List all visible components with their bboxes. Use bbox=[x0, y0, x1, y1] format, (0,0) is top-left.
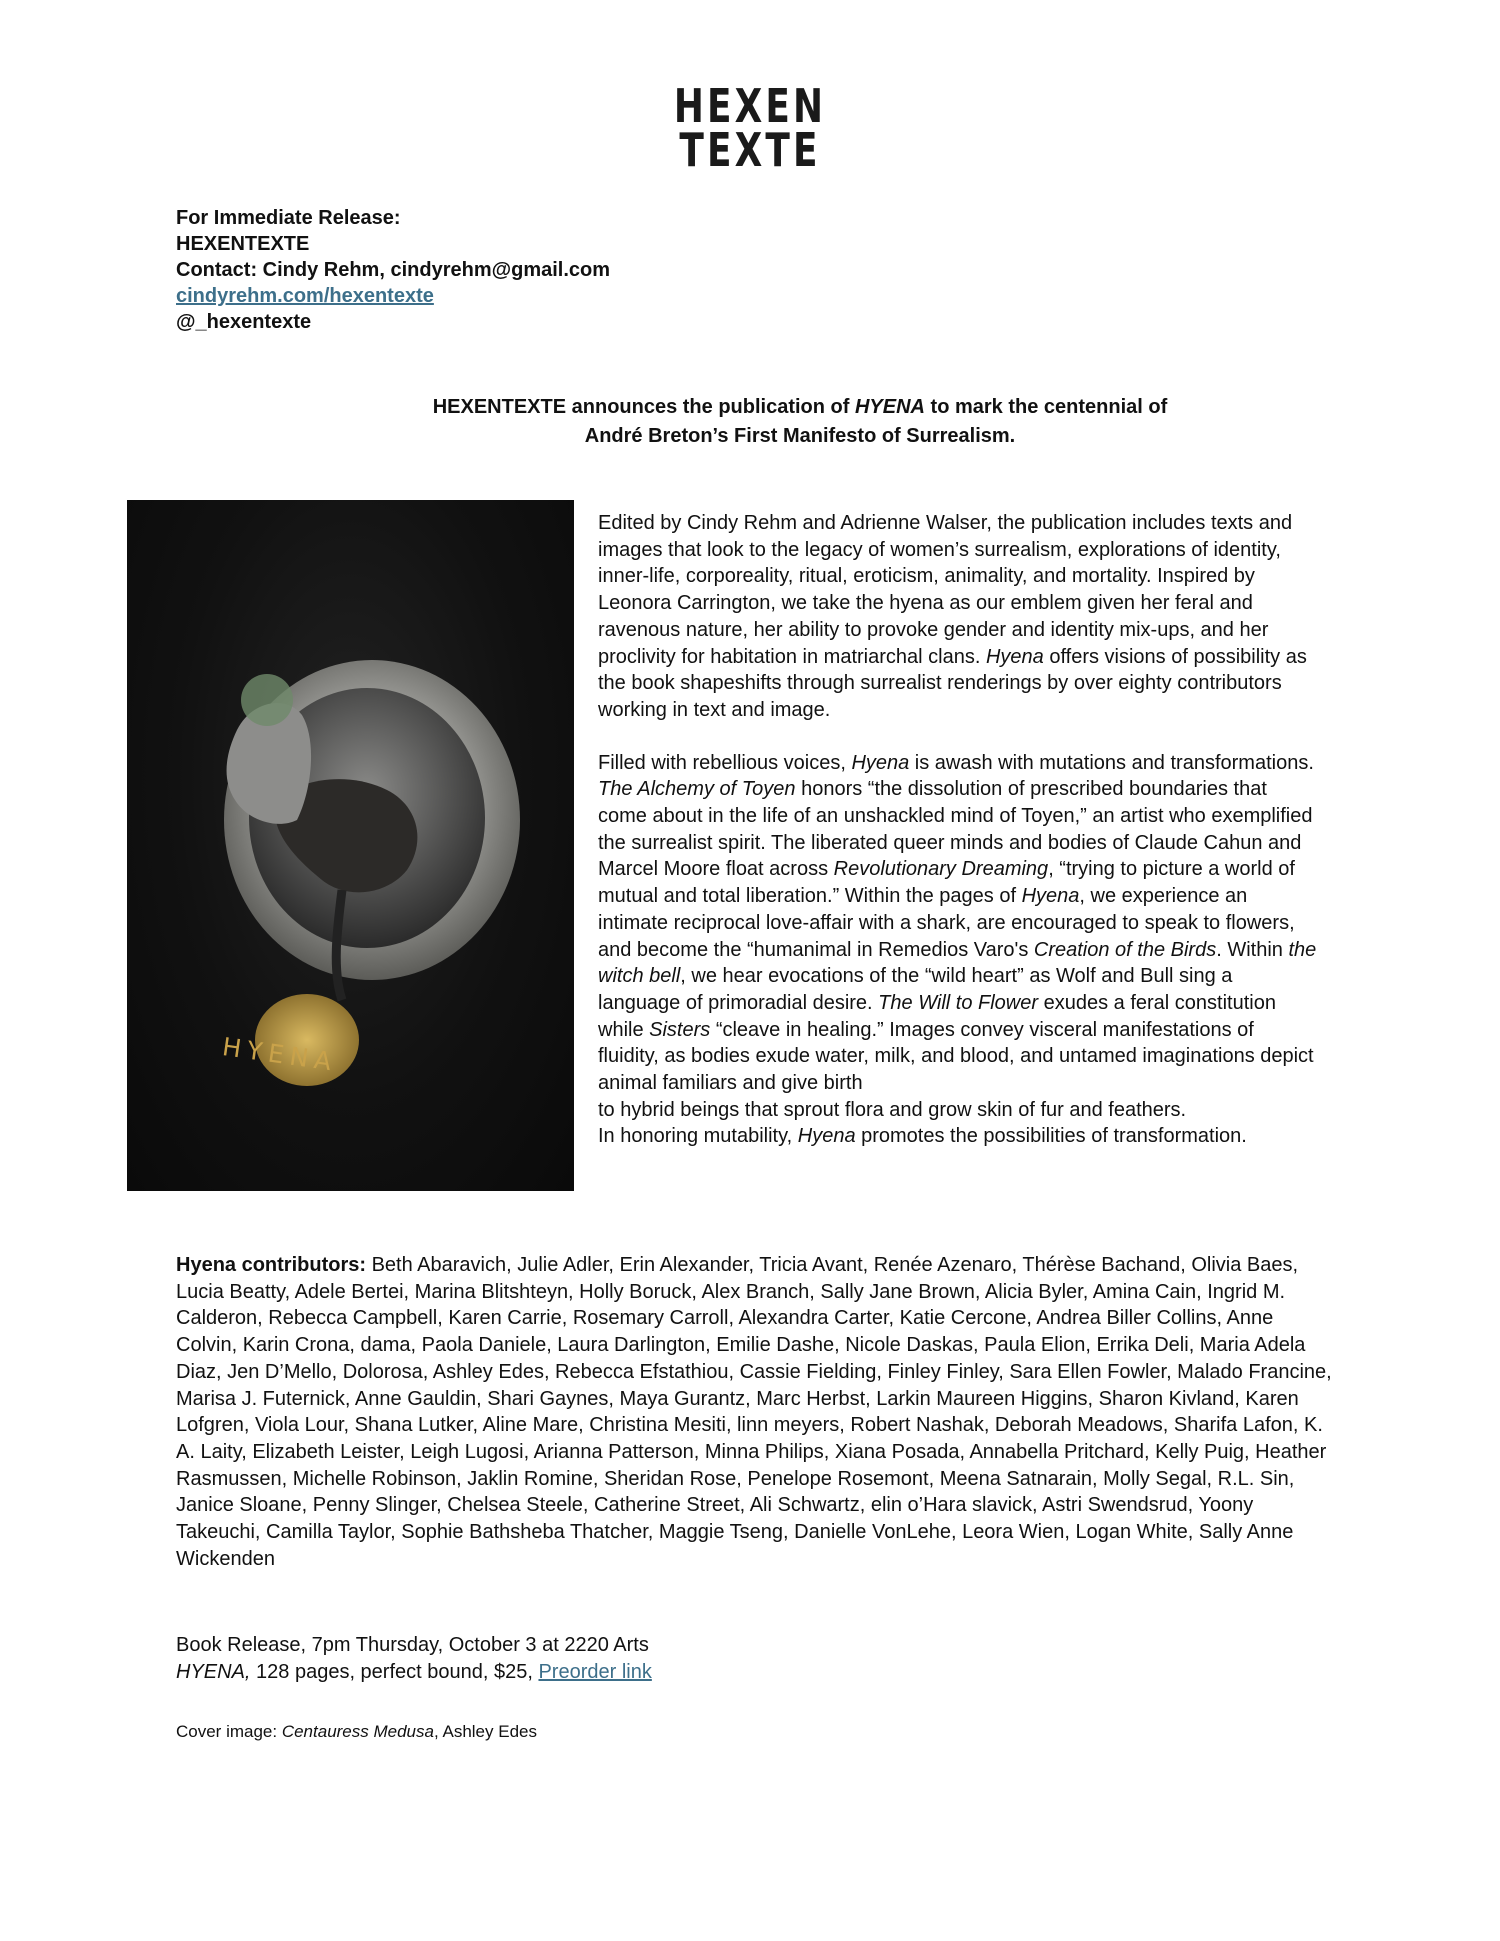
cover-illustration bbox=[127, 500, 574, 1191]
credit-work: Centauress Medusa bbox=[281, 1722, 434, 1741]
website-link[interactable]: cindyrehm.com/hexentexte bbox=[176, 285, 434, 307]
release-details bbox=[176, 1659, 652, 1686]
headline-line-2: André Breton’s First Manifesto of Surrealism. bbox=[584, 425, 1016, 447]
social-handle: @_hexentexte bbox=[176, 311, 312, 333]
headline-post: to mark the centennial of bbox=[925, 396, 1168, 418]
paragraph-1 bbox=[598, 510, 1318, 724]
p2-italic-4: Hyena bbox=[1021, 885, 1080, 908]
contributors-label: Hyena contributors: bbox=[176, 1254, 367, 1276]
book-cover-image bbox=[127, 500, 574, 1191]
release-notice: For Immediate Release: bbox=[176, 207, 401, 229]
p2-text-d: , “trying to picture a world of mutual and total liberation.” Within the pages of bbox=[598, 858, 1295, 908]
p2-text-l: In honoring mutability, bbox=[598, 1125, 798, 1148]
credit-artist: , Ashley Edes bbox=[433, 1722, 537, 1741]
p2-text-h: exudes a feral constitution while bbox=[598, 991, 1276, 1041]
p2-text-j: “cleave in healing.” Images convey visceral manifestations of fluidity, as bodies exude water, milk, and blood, and untamed imaginations depict animal familiars and give birth bbox=[598, 1018, 1314, 1095]
press-body bbox=[598, 510, 1318, 1150]
p1-italic-hyena: Hyena bbox=[985, 645, 1044, 668]
p2-italic-5: Creation of the Birds bbox=[1033, 938, 1217, 961]
p2-text-g: , we hear evocations of the “wild heart” as Wolf and Bull sing a language of primoradial desire. bbox=[598, 965, 1233, 1014]
headline bbox=[300, 393, 1300, 451]
contributors-names: Beth Abaravich, Julie Adler, Erin Alexander, Tricia Avant, Renée Azenaro, Thérèse Bachand, Olivia Baes, Lucia Beatty, Adele Bertei, Marina Blitshteyn, Holly Boruck, Alex Branch, Sally Jane Brown, Alicia Byler, Amina Cain, Ingrid M. Calderon, Rebecca Campbell, Karen Carrie, Rosemary Carroll, Alexandra Carter, Katie Cercone, Andrea Biller Collins, Anne Colvin, Karin Crona, dama, Paola Daniele, Laura Darlington, Emilie Dashe, Nicole Daskas, Paula Elion, Errika Deli, Maria Adela Diaz, Jen D’Mello, Dolorosa, Ashley Edes, Rebecca Efstathiou, Cassie Fielding, Finley Finley, Sara Ellen Fowler, Malado Francine, Marisa J. Futernick, Anne Gauldin, Shari Gaynes, Maya Gurantz, Marc Herbst, Larkin Maureen Higgins, Sharon Kivland, Karen Lofgren, Viola Lour, Shana Lutker, Aline Mare, Christina Mesiti, linn meyers, Robert Nashak, Deborah Meadows, Sharifa Lafon, K. A. Laity, Elizabeth Leister, Leigh Lugosi, Arianna Patterson, Minna Philips, Xiana Posada, Annabella Pritchard, Kelly Puig, Heather Rasmussen, Michelle Robinson, Jaklin Romine, Sheridan Rose, Penelope Rosemont, Meena Satnarain, Molly Segal, R.L. Sin, Janice Sloane, Penny Slinger, Chelsea Steele, Catherine Street, Ali Schwartz, elin o’Hara slavick, Astri Swendsrud, Yoony Takeuchi, Camilla Taylor, Sophie Bathsheba Thatcher, Maggie Tseng, Danielle VonLehe, Leora Wien, Logan White, Sally Anne Wickenden bbox=[176, 1254, 1332, 1570]
p2-italic-3: Revolutionary Dreaming bbox=[833, 858, 1049, 881]
p2-text-m: promotes the possibilities of transformation. bbox=[855, 1125, 1247, 1148]
hexentexte-logo bbox=[165, 79, 1335, 177]
release-event: Book Release, 7pm Thursday, October 3 at 2220 Arts bbox=[176, 1634, 649, 1656]
p2-text-b: is awash with mutations and transformations. bbox=[909, 751, 1314, 774]
p2-text-a: Filled with rebellious voices, bbox=[598, 751, 852, 774]
p2-text-e: , we experience an intimate reciprocal love-affair with a shark, are encouraged to speak to flowers, and become the “humanimal in Remedios Varo's bbox=[598, 885, 1295, 961]
p2-italic-7: The Will to Flower bbox=[878, 991, 1039, 1014]
release-info bbox=[176, 1632, 652, 1686]
p2-text-k: to hybrid beings that sprout flora and grow skin of fur and feathers. bbox=[598, 1098, 1187, 1121]
org-name: HEXENTEXTE bbox=[176, 233, 310, 255]
paragraph-2 bbox=[598, 750, 1318, 1151]
p2-italic-1: Hyena bbox=[851, 751, 910, 774]
snake-hair bbox=[241, 674, 293, 726]
p2-italic-8: Sisters bbox=[649, 1018, 711, 1041]
headline-title: HYENA bbox=[854, 396, 925, 418]
credit-label: Cover image: bbox=[176, 1722, 282, 1741]
headline-pre: HEXENTEXTE announces the publication of bbox=[432, 396, 855, 418]
contact-line: Contact: Cindy Rehm, cindyrehm@gmail.com bbox=[176, 259, 611, 281]
logo-line-2: TEXTE bbox=[679, 123, 821, 177]
p1-text-a: Edited by Cindy Rehm and Adrienne Walser, the publication includes texts and images that look to the legacy of women’s surrealism, explorations of identity, inner-life, corporeality, ritual, eroticism, animality, and mortality. Inspired by Leonora Carrington, we take the hyena as our emblem given her feral and ravenous nature, her ability to provoke gender and identity mix-ups, and her proclivity for habitation in matriarchal clans. bbox=[598, 512, 1293, 668]
contact-block bbox=[176, 205, 610, 335]
contributors-list bbox=[176, 1252, 1336, 1572]
cover-credit bbox=[176, 1721, 537, 1743]
logo-line-1: HEXEN bbox=[673, 79, 827, 133]
p2-italic-6: the witch bell bbox=[598, 938, 1317, 988]
cover-title: HYENA bbox=[220, 1032, 340, 1077]
preorder-link[interactable]: Preorder link bbox=[538, 1661, 652, 1683]
p2-italic-2: The Alchemy of Toyen bbox=[598, 778, 796, 801]
release-specs: 128 pages, perfect bound, $25, bbox=[250, 1661, 539, 1683]
p2-text-c: honors “the dissolution of prescribed boundaries that come about in the life of an unshackled mind of Toyen,” an artist who exemplified the surrealist spirit. The liberated queer minds and bodies of Claude Cahun and Marcel Moore float across bbox=[598, 778, 1313, 881]
p2-text-f: . Within bbox=[1216, 938, 1289, 961]
p2-italic-9: Hyena bbox=[797, 1125, 856, 1148]
release-title: HYENA, bbox=[176, 1661, 251, 1683]
p1-text-b: offers visions of possibility as the book shapeshifts through surrealist renderings by over eighty contributors working in text and image. bbox=[598, 645, 1307, 721]
